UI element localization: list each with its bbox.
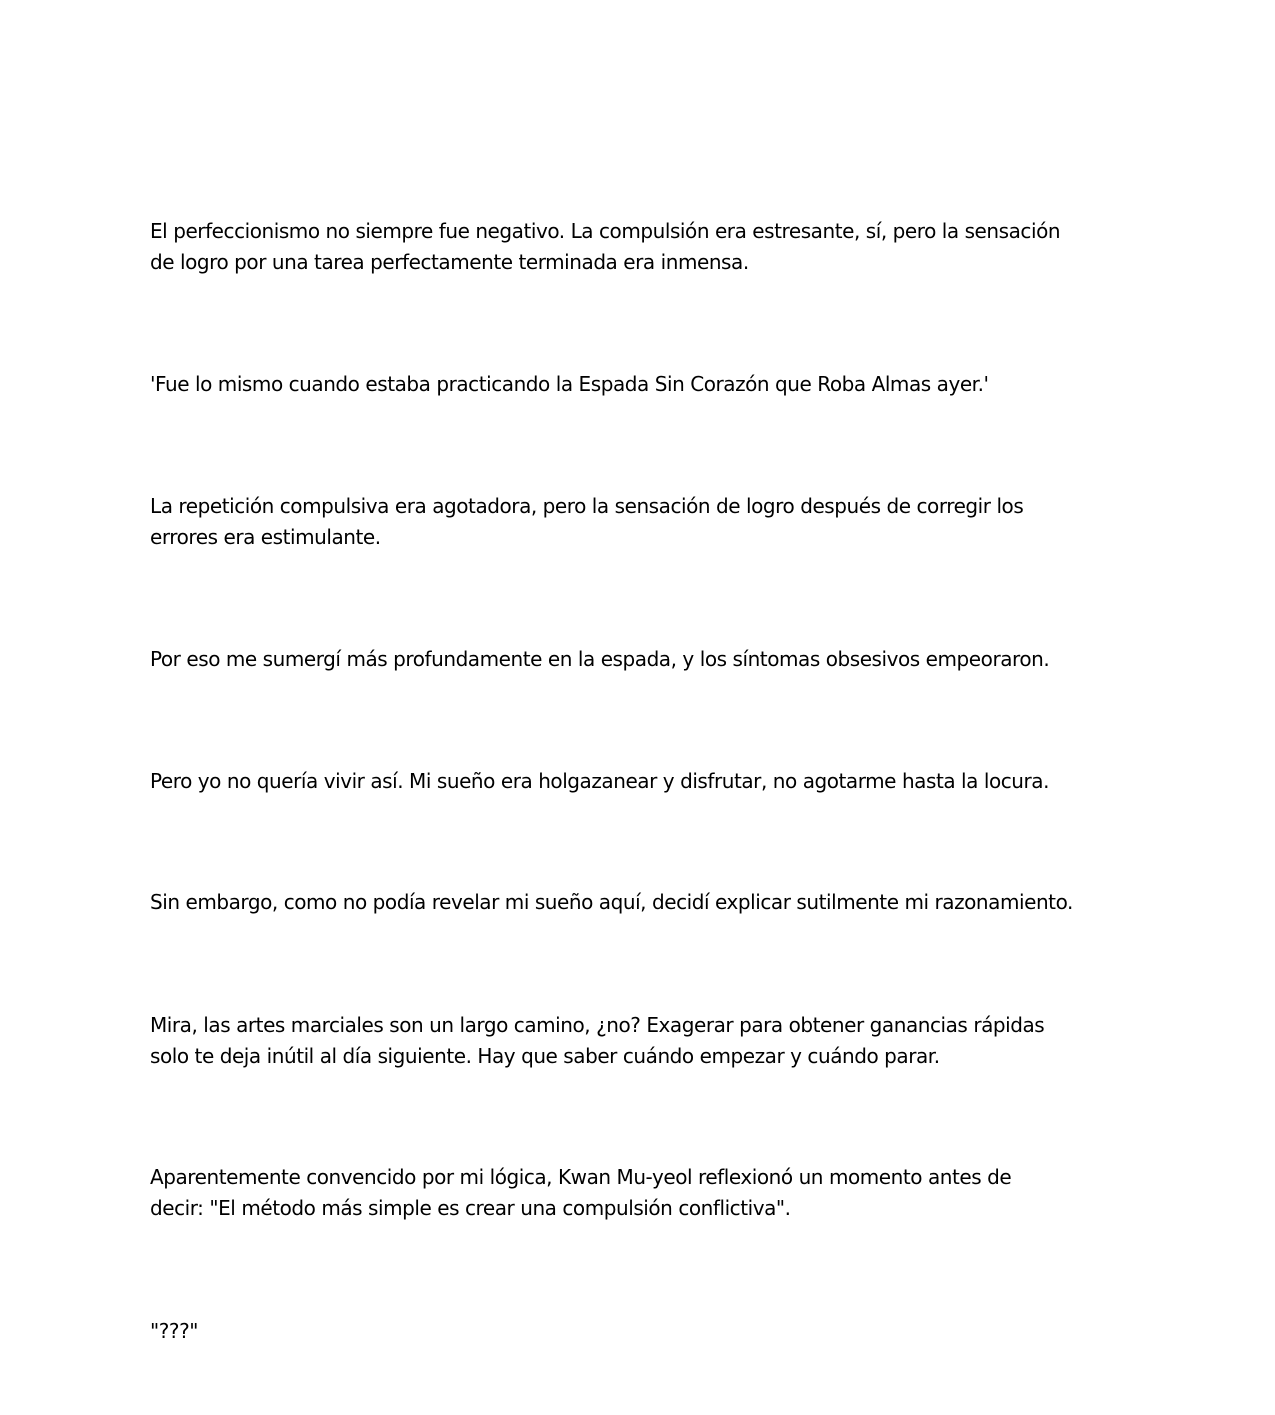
paragraph-2 — [150, 369, 1140, 400]
paragraph-line: Aparentemente convencido por mi lógica, Kwan Mu-yeol reflexionó un momento antes de — [150, 1165, 1012, 1189]
paragraph-1 — [150, 216, 1140, 278]
paragraph-line: Sin embargo, como no podía revelar mi sueño aquí, decidí explicar sutilmente mi razonamiento. — [150, 890, 1073, 914]
paragraph-line: Por eso me sumergí más profundamente en la espada, y los síntomas obsesivos empeoraron. — [150, 647, 1050, 671]
paragraph-line: solo te deja inútil al día siguiente. Hay que saber cuándo empezar y cuándo parar. — [150, 1044, 940, 1068]
paragraph-6 — [150, 887, 1140, 918]
paragraph-4 — [150, 644, 1140, 675]
paragraph-line: decir: "El método más simple es crear una compulsión conflictiva". — [150, 1196, 791, 1220]
paragraph-line: La repetición compulsiva era agotadora, pero la sensación de logro después de corregir los — [150, 494, 1024, 518]
paragraph-line: "???" — [150, 1319, 198, 1343]
paragraph-7 — [150, 1010, 1140, 1072]
paragraph-line: errores era estimulante. — [150, 525, 381, 549]
paragraph-9 — [150, 1316, 1140, 1347]
paragraph-line: Mira, las artes marciales son un largo camino, ¿no? Exagerar para obtener ganancias rápidas — [150, 1013, 1045, 1037]
paragraph-3 — [150, 491, 1140, 553]
paragraph-line: de logro por una tarea perfectamente terminada era inmensa. — [150, 250, 749, 274]
paragraph-5 — [150, 766, 1140, 797]
paragraph-line: Pero yo no quería vivir así. Mi sueño era holgazanear y disfrutar, no agotarme hasta la locura. — [150, 769, 1050, 793]
paragraph-line: 'Fue lo mismo cuando estaba practicando la Espada Sin Corazón que Roba Almas ayer.' — [150, 372, 989, 396]
paragraph-8 — [150, 1162, 1140, 1224]
paragraph-line: El perfeccionismo no siempre fue negativo. La compulsión era estresante, sí, pero la sensación — [150, 219, 1061, 243]
